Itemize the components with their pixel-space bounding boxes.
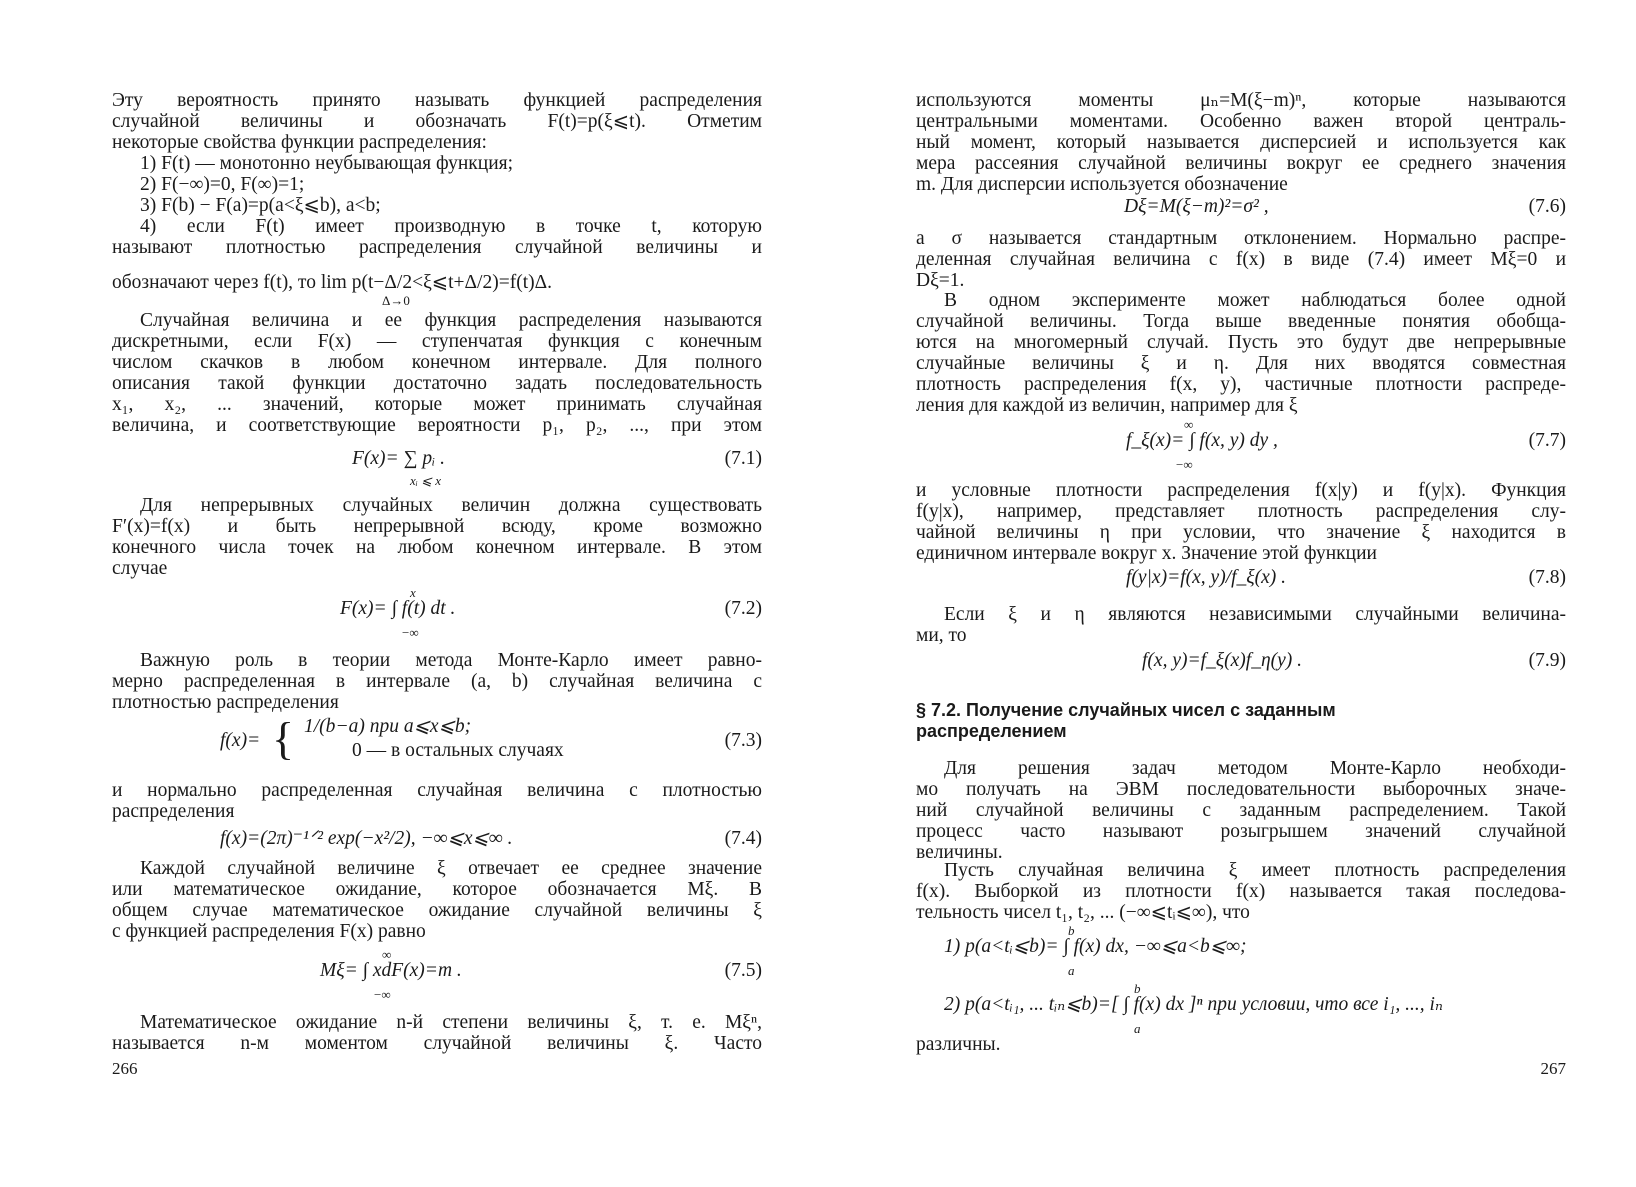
text-line: Если ξ и η являются независимыми случайными величина- — [944, 604, 1566, 625]
text-line: ления для каждой из величин, например для ξ — [916, 395, 1298, 416]
text-line: используются моменты μₙ=M(ξ−m)ⁿ, которые называются — [916, 90, 1566, 111]
integral-lower-limit: a — [1134, 1021, 1141, 1036]
text-line: величина, и соответствующие вероятности p₁, p₂, ..., при этом — [112, 415, 762, 436]
right-para-1 — [916, 90, 1566, 195]
text-line: f(y|x), например, представляет плотность распределения слу- — [916, 501, 1566, 522]
heading-line: § 7.2. Получение случайных чисел с заданным — [916, 700, 1336, 720]
integral-lower-limit: −∞ — [402, 625, 419, 640]
text-line: с функцией распределения F(x) равно — [112, 921, 426, 942]
equation-case-1: 1/(b−a) при a⩽x⩽b; — [304, 716, 472, 737]
text-line: общем случае математическое ожидание случайной величины ξ — [112, 900, 762, 921]
text-line: процесс часто называют розыгрышем значений случайной — [916, 821, 1566, 842]
equation-number: (7.7) — [1528, 430, 1566, 451]
text-line: случайной величины. Тогда выше введенные понятия обобща- — [916, 311, 1566, 332]
text-line: В одном эксперименте может наблюдаться более одной — [944, 290, 1566, 311]
text-line: распределения — [112, 801, 235, 822]
integral-upper-limit: b — [1068, 923, 1075, 938]
integral-upper-limit: ∞ — [382, 947, 392, 962]
list-item: 3) F(b) − F(a)=p(a<ξ⩽b), a<b; — [140, 195, 381, 216]
equation-number: (7.6) — [1528, 196, 1566, 217]
left-para-4 — [112, 495, 762, 579]
text-line: F′(x)=f(x) и быть непрерывной всюду, кроме возможно — [112, 516, 762, 537]
left-para-3 — [112, 310, 762, 436]
integral-lower-limit: −∞ — [1176, 457, 1193, 472]
text-line: тельность чисел t₁, t₂, ... (−∞⩽tᵢ⩽∞), что — [916, 902, 1250, 923]
integral-upper-limit: x — [410, 585, 416, 600]
sum-subscript: xᵢ ⩽ x — [410, 473, 441, 488]
equation-7-7 — [916, 417, 1566, 472]
equation-number: (7.4) — [724, 828, 762, 849]
left-page — [112, 0, 762, 1187]
left-para-2-limit — [112, 272, 762, 308]
integral-lower-limit: −∞ — [374, 987, 391, 1002]
text-line: величины. — [916, 842, 1003, 863]
text-line: мо получать на ЭВМ последовательности выборочных значе- — [916, 779, 1566, 800]
integral-upper-limit: ∞ — [1184, 417, 1194, 432]
text-line: описания такой функции достаточно задать последовательность — [112, 373, 762, 394]
equation-7-5 — [112, 947, 762, 1002]
right-para-4 — [916, 480, 1566, 564]
equation-number: (7.8) — [1528, 567, 1566, 588]
equation-number: (7.3) — [724, 730, 762, 751]
left-para-5 — [112, 650, 762, 713]
text-line: x₁, x₂, ... значений, которые может принимать случайная — [112, 394, 762, 415]
right-para-2 — [916, 228, 1566, 291]
equation-case-2: 0 — в остальных случаях — [352, 740, 564, 761]
condition-2-end — [916, 1034, 1566, 1055]
text-line: и условные плотности распределения f(x|y) и f(y|x). Функция — [916, 480, 1566, 501]
list-item: 2) F(−∞)=0, F(∞)=1; — [140, 174, 305, 195]
text-line: f(x). Выборкой из плотности f(x) называется такая последова- — [916, 881, 1566, 902]
equation-7-4 — [112, 828, 762, 858]
condition-2 — [944, 981, 1566, 1036]
text-line: случайные величины ξ и η. Для них вводятся совместная — [916, 353, 1566, 374]
text-line: дискретными, если F(x) — ступенчатая функция с конечным — [112, 331, 762, 352]
text-line: Пусть случайная величина ξ имеет плотность распределения — [944, 860, 1566, 881]
section-heading — [916, 700, 1566, 742]
text-line: Случайная величина и ее функция распределения называются — [140, 310, 762, 331]
equation-7-2 — [112, 585, 762, 640]
page-number: 266 — [112, 1059, 138, 1078]
text-line: Dξ=1. — [916, 270, 965, 291]
equation-number: (7.9) — [1528, 650, 1566, 671]
text-line: ный момент, который называется дисперсией и используется как — [916, 132, 1566, 153]
text-line: Математическое ожидание n-й степени величины ξ, т. е. Mξⁿ, — [140, 1012, 762, 1033]
text-line: и нормально распределенная случайная величина с плотностью — [112, 780, 762, 801]
equation-expression: f(y|x)=f(x, y)/f_ξ(x) . — [1126, 567, 1287, 588]
text-line: Каждой случайной величине ξ отвечает ее среднее значение — [140, 858, 762, 879]
left-para-1 — [112, 90, 762, 153]
text-line: называют плотностью распределения случайной величины и — [112, 237, 762, 258]
properties-list — [140, 153, 762, 237]
integral-lower-limit: a — [1068, 963, 1075, 978]
equation-7-1 — [112, 448, 762, 488]
text-line: называется n-м моментом случайной величины ξ. Часто — [112, 1033, 762, 1054]
equation-expression: Mξ= ∫ xdF(x)=m . — [320, 960, 462, 981]
text-line: случае — [112, 558, 168, 579]
list-item: 1) F(t) — монотонно неубывающая функция; — [140, 153, 514, 174]
right-page — [916, 0, 1566, 1187]
equation-number: (7.5) — [724, 960, 762, 981]
left-para-2 — [112, 237, 762, 258]
text-line: мерно распределенная в интервале (a, b) случайная величина с — [112, 671, 762, 692]
text-line: случайной величины и обозначать F(t)=p(ξ⩽t). Отметим — [112, 111, 762, 132]
left-para-6 — [112, 780, 762, 822]
text-line: Для решения задач методом Монте-Карло необходи- — [944, 758, 1566, 779]
text-line: центральными моментами. Особенно важен второй централь- — [916, 111, 1566, 132]
text-line: а σ называется стандартным отклонением. Нормально распре- — [916, 228, 1566, 249]
page-number: 267 — [1540, 1059, 1566, 1078]
equation-number: (7.1) — [724, 448, 762, 469]
equation-expression: Dξ=M(ξ−m)²=σ² , — [1124, 196, 1269, 217]
text-line: или математическое ожидание, которое обозначается Mξ. В — [112, 879, 762, 900]
left-para-8 — [112, 1012, 762, 1054]
text-line: мера рассеяния случайной величины вокруг ее среднего значения — [916, 153, 1566, 174]
equation-number: (7.2) — [724, 598, 762, 619]
condition-expression: 1) p(a<tᵢ⩽b)= ∫ f(x) dx, −∞⩽a<b⩽∞; — [944, 936, 1247, 957]
text-line: некоторые свойства функции распределения: — [112, 132, 487, 153]
condition-1 — [944, 923, 1566, 978]
equation-expression: F(x)= ∫ f(t) dt . — [340, 598, 456, 619]
list-item: 4) если F(t) имеет производную в точке t, которую — [140, 216, 762, 237]
brace: { — [272, 713, 295, 764]
text-line: плотность распределения f(x, y), частичные плотности распреде- — [916, 374, 1566, 395]
text-line: обозначают через f(t), то lim p(t−Δ/2<ξ⩽t+Δ/2)=f(t)Δ. — [112, 272, 553, 293]
equation-7-8 — [916, 567, 1566, 597]
equation-7-3 — [112, 713, 762, 766]
heading-line: распределением — [916, 721, 1067, 741]
text-line: числом скачков в любом конечном интервале. Для полного — [112, 352, 762, 373]
text-line: плотностью распределения — [112, 692, 339, 713]
equation-7-9 — [916, 650, 1566, 680]
text-line: различны. — [916, 1034, 1001, 1055]
condition-expression: 2) p(a<tᵢ₁, ... tᵢₙ⩽b)=[ ∫ f(x) dx ]ⁿ при условии, что все i₁, ..., iₙ — [944, 994, 1443, 1015]
text-line: деленная случайная величина с f(x) в виде (7.4) имеет Mξ=0 и — [916, 249, 1566, 270]
text-line: единичном интервале вокруг x. Значение этой функции — [916, 543, 1377, 564]
limit-subscript: Δ→0 — [382, 293, 410, 308]
equation-expression: F(x)= ∑ pᵢ . — [352, 448, 445, 469]
right-para-7 — [916, 860, 1566, 923]
text-line: ми, то — [916, 625, 967, 646]
text-line: ний случайной величины с заданным распределением. Такой — [916, 800, 1566, 821]
text-line: Эту вероятность принято называть функцией распределения — [112, 90, 762, 111]
equation-7-6 — [916, 196, 1566, 226]
text-line: ются на многомерный случай. Пусть это будут две непрерывные — [916, 332, 1566, 353]
text-line: Для непрерывных случайных величин должна существовать — [140, 495, 762, 516]
right-para-6 — [916, 758, 1566, 863]
equation-expression: f(x, y)=f_ξ(x)f_η(y) . — [1142, 650, 1303, 671]
text-line: Важную роль в теории метода Монте-Карло имеет равно- — [140, 650, 762, 671]
text-line: чайной величины η при условии, что значение ξ находится в — [916, 522, 1566, 543]
equation-lhs: f(x)= — [220, 730, 261, 751]
integral-upper-limit: b — [1134, 981, 1141, 996]
equation-expression: f(x)=(2π)⁻¹ᐟ² exp(−x²/2), −∞⩽x⩽∞ . — [220, 828, 513, 849]
text-line: конечного числа точек на любом конечном интервале. В этом — [112, 537, 762, 558]
right-para-5 — [916, 604, 1566, 646]
text-line: m. Для дисперсии используется обозначение — [916, 174, 1288, 195]
equation-expression: f_ξ(x)= ∫ f(x, y) dy , — [1126, 430, 1278, 451]
left-para-7 — [112, 858, 762, 942]
right-para-3 — [916, 290, 1566, 416]
